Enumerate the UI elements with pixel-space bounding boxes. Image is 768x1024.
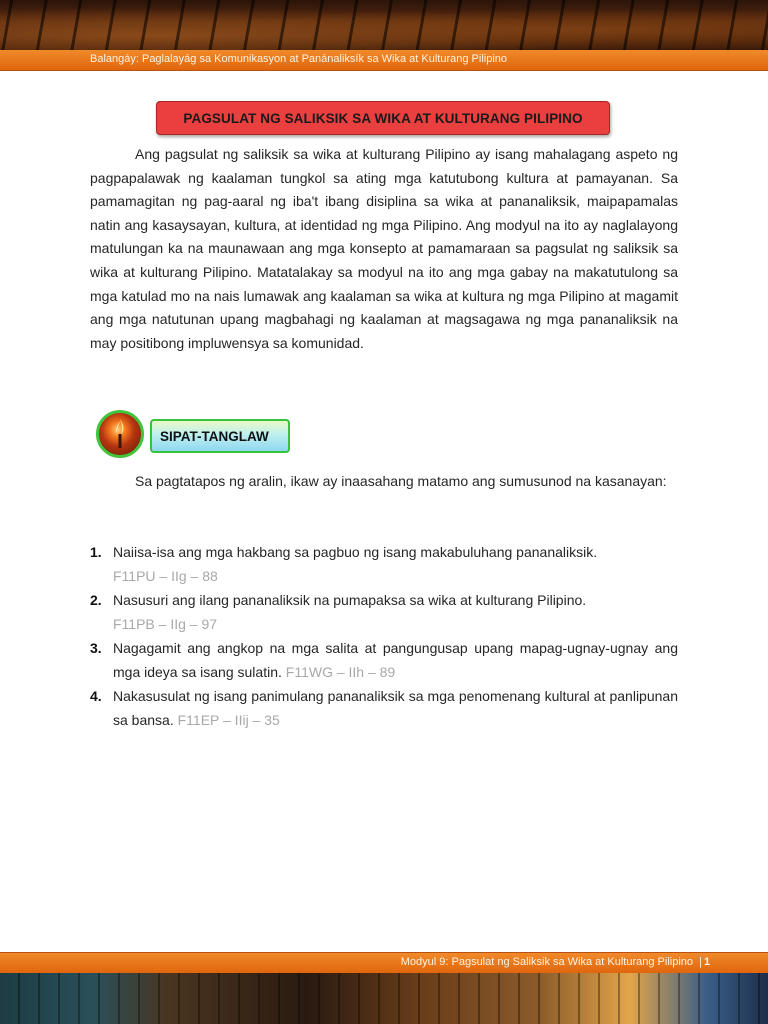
page-title: PAGSULAT NG SALIKSIK SA WIKA AT KULTURANG PILIPINO [183,110,583,126]
header-artwork [0,0,768,50]
objective-text: Nakasusulat ng isang panimulang pananaliksik sa mga penomenang kultural at panlipunan sa bansa. [113,688,678,728]
list-item-text [113,685,678,732]
list-item-number: 2. [90,592,102,608]
footer-module-title [401,956,702,968]
objective-text: Nasusuri ang ilang pananaliksik na pumapaksa sa wika at kulturang Pilipino. [113,592,587,608]
competency-code: F11EP – IIij – 35 [177,711,280,728]
list-item-text [113,637,678,684]
objective-text: Nagagamit ang angkop na mga salita at pangungusap upang mapag-ugnay-ugnay ang mga ideya sa isang sulatin. [113,640,678,680]
list-item-number: 1. [90,544,102,560]
torch-icon [96,410,144,458]
list-item-text [113,589,678,636]
page-number: 1 [704,956,711,968]
competency-code: F11WG – IIh – 89 [285,663,396,680]
footer-artwork [0,973,768,1024]
objectives-lead: Sa pagtatapos ng aralin, ikaw ay inaasahang matamo ang sumusunod na kasanayan: [135,473,667,489]
footer-bar [0,952,768,973]
page-separator: | [699,956,702,968]
competency-code: F11PB – IIg – 97 [113,615,218,632]
section-badge-label: SIPAT-TANGLAW [160,428,269,444]
header-bar [0,50,768,71]
competency-code: F11PU – IIg – 88 [113,567,218,584]
module-title: Modyul 9: Pagsulat ng Saliksik sa Wika at Kulturang Pilipino [400,956,694,968]
intro-paragraph: Ang pagsulat ng saliksik sa wika at kulturang Pilipino ay isang mahalagang aspeto ng pagpapalawak ng kaalaman tungkol sa ating mga katutubong kultura at pamayanan. Sa pamamagitan ng pag-aaral ng iba't ibang disiplina sa wika at pananaliksik, maipapamalas natin ang kasaysayan, kultura, at identidad ng mga Pilipino. Ang modyul na ito ay naglalayong matulungan ka na maunawaan ang mga konsepto at pamamaraan sa pagsulat ng saliksik sa wika at kulturang Pilipino. Matatalakay sa modyul na ito ang mga gabay na makatutulong sa mga katulad mo na nais lumawak ang kaalaman sa wika at kultura ng mga Pilipino at magamit ang mga natutunan upang magbahagi ng kaalaman at magsagawa ng mga pananaliksik na may positibong impluwensya sa komunidad. [90,146,678,351]
page-title-box [156,101,610,135]
list-item-text [113,541,678,588]
objective-text: Naiisa-isa ang mga hakbang sa pagbuo ng isang makabuluhang pananaliksik. [113,544,598,560]
list-item-number: 4. [90,688,102,704]
running-title: Balangáy: Paglalayág sa Komunikasyon at Panánaliksík sa Wika at Kulturang Pilipino [90,53,508,65]
section-badge [150,419,290,453]
list-item-number: 3. [90,640,102,656]
